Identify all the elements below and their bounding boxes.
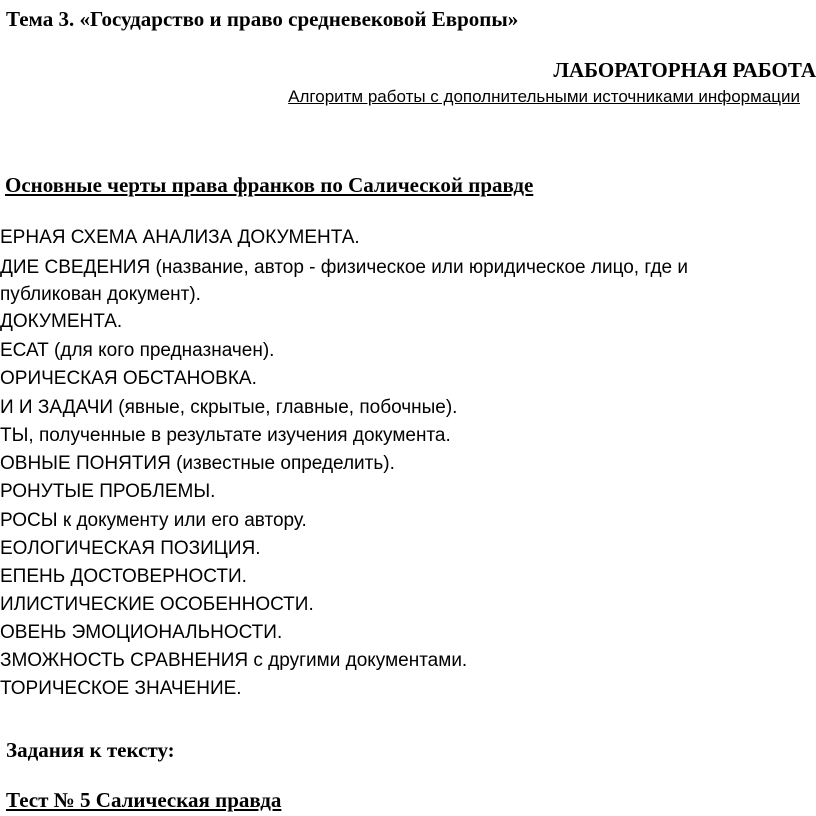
scheme-line: ТОРИЧЕСКОЕ ЗНАЧЕНИЕ. bbox=[0, 678, 242, 699]
scheme-line: ТЫ, полученные в результате изучения документа. bbox=[0, 425, 451, 446]
tasks-heading: Задания к тексту: bbox=[6, 738, 175, 762]
scheme-line: РОНУТЫЕ ПРОБЛЕМЫ. bbox=[0, 481, 216, 502]
topic-heading: Тема 3. «Государство и право средневековой Европы» bbox=[6, 7, 519, 31]
scheme-line: ИЛИСТИЧЕСКИЕ ОСОБЕННОСТИ. bbox=[0, 594, 314, 615]
scheme-line: ОВНЫЕ ПОНЯТИЯ (известные определить). bbox=[0, 453, 395, 474]
scheme-line: ОРИЧЕСКАЯ ОБСТАНОВКА. bbox=[0, 368, 257, 389]
scheme-line: ОВЕНЬ ЭМОЦИОНАЛЬНОСТИ. bbox=[0, 622, 283, 643]
scheme-line: ДОКУМЕНТА. bbox=[0, 311, 123, 332]
lab-work-title: ЛАБОРАТОРНАЯ РАБОТА bbox=[553, 58, 816, 82]
scheme-line: ЕПЕНЬ ДОСТОВЕРНОСТИ. bbox=[0, 566, 247, 587]
scheme-line: ЕСАТ (для кого предназначен). bbox=[0, 340, 275, 361]
test-heading: Тест № 5 Салическая правда bbox=[6, 788, 282, 812]
section-title: Основные черты права франков по Салической правде bbox=[5, 173, 534, 197]
scheme-line: ЗМОЖНОСТЬ СРАВНЕНИЯ с другими документами. bbox=[0, 650, 468, 671]
scheme-line: ДИЕ СВЕДЕНИЯ (название, автор - физическое или юридическое лицо, где и bbox=[0, 257, 688, 278]
scheme-line: ЕРНАЯ СХЕМА АНАЛИЗА ДОКУМЕНТА. bbox=[0, 227, 360, 248]
scheme-line: публикован документ). bbox=[0, 284, 201, 305]
scheme-line: РОСЫ к документу или его автору. bbox=[0, 510, 307, 531]
scheme-line: И И ЗАДАЧИ (явные, скрытые, главные, побочные). bbox=[0, 397, 458, 418]
scheme-line: ЕОЛОГИЧЕСКАЯ ПОЗИЦИЯ. bbox=[0, 538, 261, 559]
lab-work-subtitle: Алгоритм работы с дополнительными источниками информации bbox=[288, 87, 800, 106]
